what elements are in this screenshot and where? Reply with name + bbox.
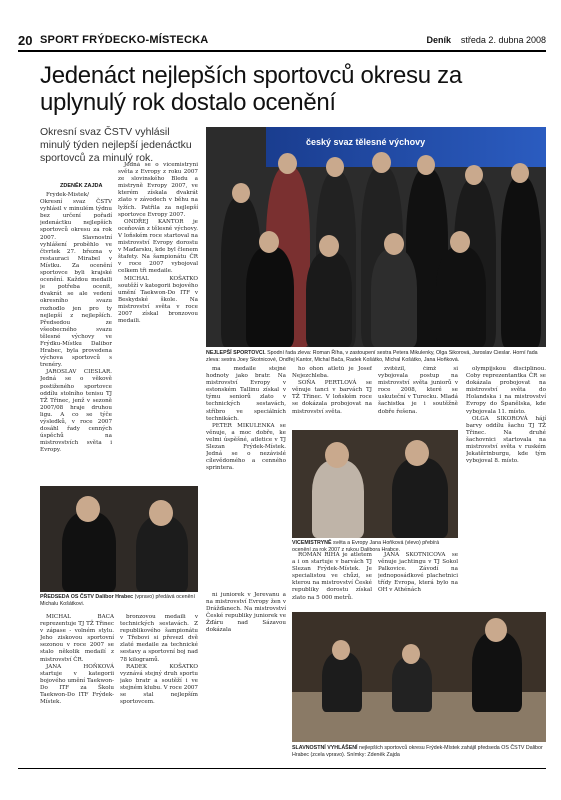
paragraph: Frýdek-Místek/ Okresní svaz ČSTV vyhlásil v minulém týdnu bez určení pořadí jedenáctku nejlepších sportovců okresu za rok 2007. Slavnostní vyhlášení proběhlo ve čtvrtek 27. března v restauraci Mirabel v Místku. Za ocenění sportovce byli krajské ocenění. Každou medaili je potřeba ocenit, dvakrát se ale vedení okresního svazu rozhodlo jen pro ty nejlepší z nejlepších. Předsedou ze všeobecného svazu tělesné výchovy ve Frýdku-Místku Dalibor Hrabec, byla provedena výchova sportovců s trenéry. bbox=[40, 192, 112, 369]
person bbox=[392, 657, 432, 712]
text-column-6 bbox=[466, 366, 546, 588]
paragraph: RADEK KOŠATKO vyznává stejný druh sportu jako bratr a soutěží i ve stejném klubu. V roce 2007 se stal nejlepším sportovcem. bbox=[120, 663, 198, 706]
face bbox=[326, 157, 344, 177]
paragraph: zvítězil, čímž si vybojovala postup na mistrovství světa juniorů v roce 2008, které se uskuteční v Turecku. Mladá šachistka je i soutěžně dobře řešena. bbox=[378, 366, 458, 415]
person bbox=[306, 252, 352, 347]
paragraph: MICHAL BAČA reprezentuje TJ TŽ Třinec v zápase - volném stylu. Jeho ziskovou sportovní sezonou v roce 2007 se stalo několik medailí z mistrovství ČR. bbox=[40, 614, 114, 663]
face bbox=[232, 183, 250, 203]
caption-text: Spodní řada zleva: Roman Říha, v zastoupení sestra Petera Mikulenky, Olga Sikorová, Jaroslav Cieslar. Horní řada zleva: sestra Joey Skotnicové, Ondřej Kantor, Michal Bača, Radek Košátko, Michal Košátko, Jana Hoňková. bbox=[206, 350, 538, 363]
caption-lead: VICEMISTRYNĚ bbox=[292, 540, 332, 546]
face bbox=[325, 442, 349, 468]
text-column-5 bbox=[378, 366, 458, 426]
page-number: 20 bbox=[18, 33, 33, 48]
person bbox=[322, 652, 362, 712]
caption-lead: NEJLEPŠÍ SPORTOVCI. bbox=[206, 350, 266, 356]
paragraph: OLGA SIKOROVÁ hájí barvy oddílu šachu TJ TŽ Třinec. Na druhé šachovnici startovala na mistrovství světa v ruském Jekatěrinburgu, kde tým vybojoval 8. místo. bbox=[466, 415, 546, 465]
face bbox=[511, 163, 529, 183]
caption-text: nejlepších sportovců okresu Frýdek-Místek zahájil předseda OS ČSTV Dalibor Hrabec (zcela vpravo). bbox=[292, 745, 543, 758]
footer-rule bbox=[18, 768, 546, 769]
text-column-bottom-4 bbox=[292, 552, 372, 608]
face bbox=[417, 155, 435, 175]
face bbox=[149, 500, 173, 526]
issue-date: středa 2. dubna 2008 bbox=[460, 35, 546, 45]
paragraph: bronzovou medaili v technických sestavách. Z republikového šampionátu v Třebovi si převezl dvě zlaté medaile za technické sestavy a sportovní boj nad 78 kilogramů. bbox=[120, 614, 198, 663]
paragraph: JANA SKOTNICOVÁ se věnuje jachtingu v TJ Sokol Palkovice. Závodí na jednoposádkové plachetnici třídy Evropa, která bylo na OH v Athénách bbox=[378, 552, 458, 594]
paper-name: Deník bbox=[426, 35, 451, 45]
paragraph: ho ohon atletů je Josef Nejezchleba. bbox=[292, 366, 372, 380]
paragraph: Jedná se o vicemistryni světa z Evropy z roku 2007 ze slovinského Bledu a mistryně Evropy 2007, ve kterém získala dvakrát zlato v závodech v běhu na lyžích. Patřila za nejlepší sportovce Evropy 2007. bbox=[118, 162, 198, 218]
text-column-bottom-3 bbox=[206, 592, 286, 766]
ceremony-photo-caption bbox=[292, 745, 546, 758]
caption-lead: PŘEDSEDA OS ČSTV Dalibor Hrabec bbox=[40, 594, 134, 600]
paragraph: JAROSLAV CIESLAR. Jedná se o věkově postiženého sportovce oddílu stolního tenisu TJ TŽ Třinec, jenž v sezoně 2007/08 hraje druhou ligu. A co se týče výsledků, v roce 2007 dosáhl řady cenných úspěchů na mistrovstvích světa i Evropy. bbox=[40, 369, 112, 454]
caption-text: světa a Evropy Jana Hoňková (vlevo) přebírá ocenění za rok 2007 z rukou Dalibora Hrabce. bbox=[292, 540, 440, 553]
text-column-4 bbox=[292, 366, 372, 426]
text-column-bottom-2 bbox=[120, 614, 198, 766]
paragraph: olympijskou disciplínou. Coby reprezentantka ČR se dokázala probojovat na mistrovství světa do Holandska i na mistrovství Evropy do Španělska, kde vybojovala 11. místo. bbox=[466, 366, 546, 415]
face bbox=[465, 165, 483, 185]
photo-credit: Snímky: Zdeněk Zajda bbox=[346, 751, 400, 758]
face bbox=[485, 618, 507, 642]
award-photo-right bbox=[292, 430, 458, 538]
award-photo-left-caption bbox=[40, 594, 198, 607]
face bbox=[332, 640, 350, 660]
caption-text: (vpravo) předává ocenění Michalu Košátkovi. bbox=[40, 594, 195, 607]
section-title: SPORT FRÝDECKO-MÍSTECKA bbox=[40, 34, 209, 46]
face bbox=[405, 440, 429, 466]
person bbox=[436, 247, 486, 347]
person bbox=[472, 632, 522, 712]
person bbox=[371, 249, 417, 347]
text-column-bottom-1 bbox=[40, 614, 114, 766]
face bbox=[384, 233, 404, 255]
text-column-3 bbox=[206, 366, 286, 590]
paragraph: ma medaile stejné hodnoty jako bratr. Na mistrovství Evropy v estonském Tallinu získal v týmu seniorů zlato v technických sestavách, stříbro ve speciálních technikách. bbox=[206, 366, 286, 422]
lead-paragraph: Okresní svaz ČSTV vyhlásil minulý týden nejlepší jedenáctku sportovců za minulý rok. bbox=[40, 126, 192, 164]
paragraph: SOŇA PERTLOVÁ se věnuje tanci v barvách TJ TŽ Třinec. V loňském roce se dokázala probojovat na mistrovství světa. bbox=[292, 380, 372, 415]
person bbox=[62, 512, 116, 592]
person bbox=[136, 516, 188, 592]
face bbox=[278, 153, 297, 174]
text-column-2 bbox=[118, 162, 198, 484]
paragraph: ní juniorek v Jerevanu a na mistrovství Evropy žen v Drážďanech. Na mistrovství České republiky juniorek ve Žďáru nad Sázavou dokázala bbox=[206, 592, 286, 634]
text-column-bottom-5 bbox=[378, 552, 458, 608]
face bbox=[372, 152, 391, 173]
face bbox=[450, 231, 470, 253]
person bbox=[246, 247, 294, 347]
face bbox=[319, 235, 339, 257]
group-photo-caption bbox=[206, 350, 546, 363]
paragraph: ROMAN ŘÍHA je atletem a i on startuje v barvách TJ Slezan Frýdek-Místek. Je specialistou ve chůzi, se kterou na mistrovství České republiky dorostu získal zlato na 5 000 metrů. bbox=[292, 552, 372, 601]
paragraph: JANA HOŇKOVÁ startuje v kategorii bojového umění Taekwon-Do ITF za Školu Taekwon-Do ITF Frýdek-Místek. bbox=[40, 663, 114, 706]
text-column-1 bbox=[40, 192, 112, 484]
banner bbox=[266, 127, 546, 167]
page-header bbox=[18, 30, 546, 52]
paragraph: PETER MIKULENKA se věnuje, a moc dobře, ke velmi úspěšné, atletice v TJ Slezan Frýdek-Místek. Jedná se o nezávislé cílevědomého a cenného sprintera. bbox=[206, 422, 286, 472]
face bbox=[76, 496, 100, 522]
caption-lead: SLAVNOSTNÍ VYHLÁŠENÍ bbox=[292, 745, 358, 751]
paragraph: MICHAL KOŠATKO soutěží v kategorii bojového umění Taekwon-Do ITF v Beskydské škole. Na mistrovství světa v roce 2007 získal bronzovou medaili. bbox=[118, 275, 198, 325]
headline: Jedenáct nejlepších sportovců okresu za uplynulý rok dostalo ocenění bbox=[40, 62, 462, 116]
face bbox=[402, 644, 420, 664]
face bbox=[259, 231, 279, 253]
person bbox=[501, 177, 541, 347]
byline: ZDENĚK ZAJDA bbox=[60, 183, 103, 189]
award-photo-left bbox=[40, 486, 198, 592]
person bbox=[312, 460, 364, 538]
banner-text: český svaz tělesné výchovy bbox=[306, 137, 426, 147]
group-photo bbox=[206, 127, 546, 347]
paragraph: ONDŘEJ KANTOR je oceňován z tělesné výchovy. V loňském roce startoval na mistrovství Evropy dorostu v Maďarsku, kde byl členem štafety. Na šampionátu ČR v roce 2007 vybojoval celkem tři medaile. bbox=[118, 218, 198, 275]
ceremony-photo bbox=[292, 612, 546, 742]
person bbox=[392, 458, 448, 538]
